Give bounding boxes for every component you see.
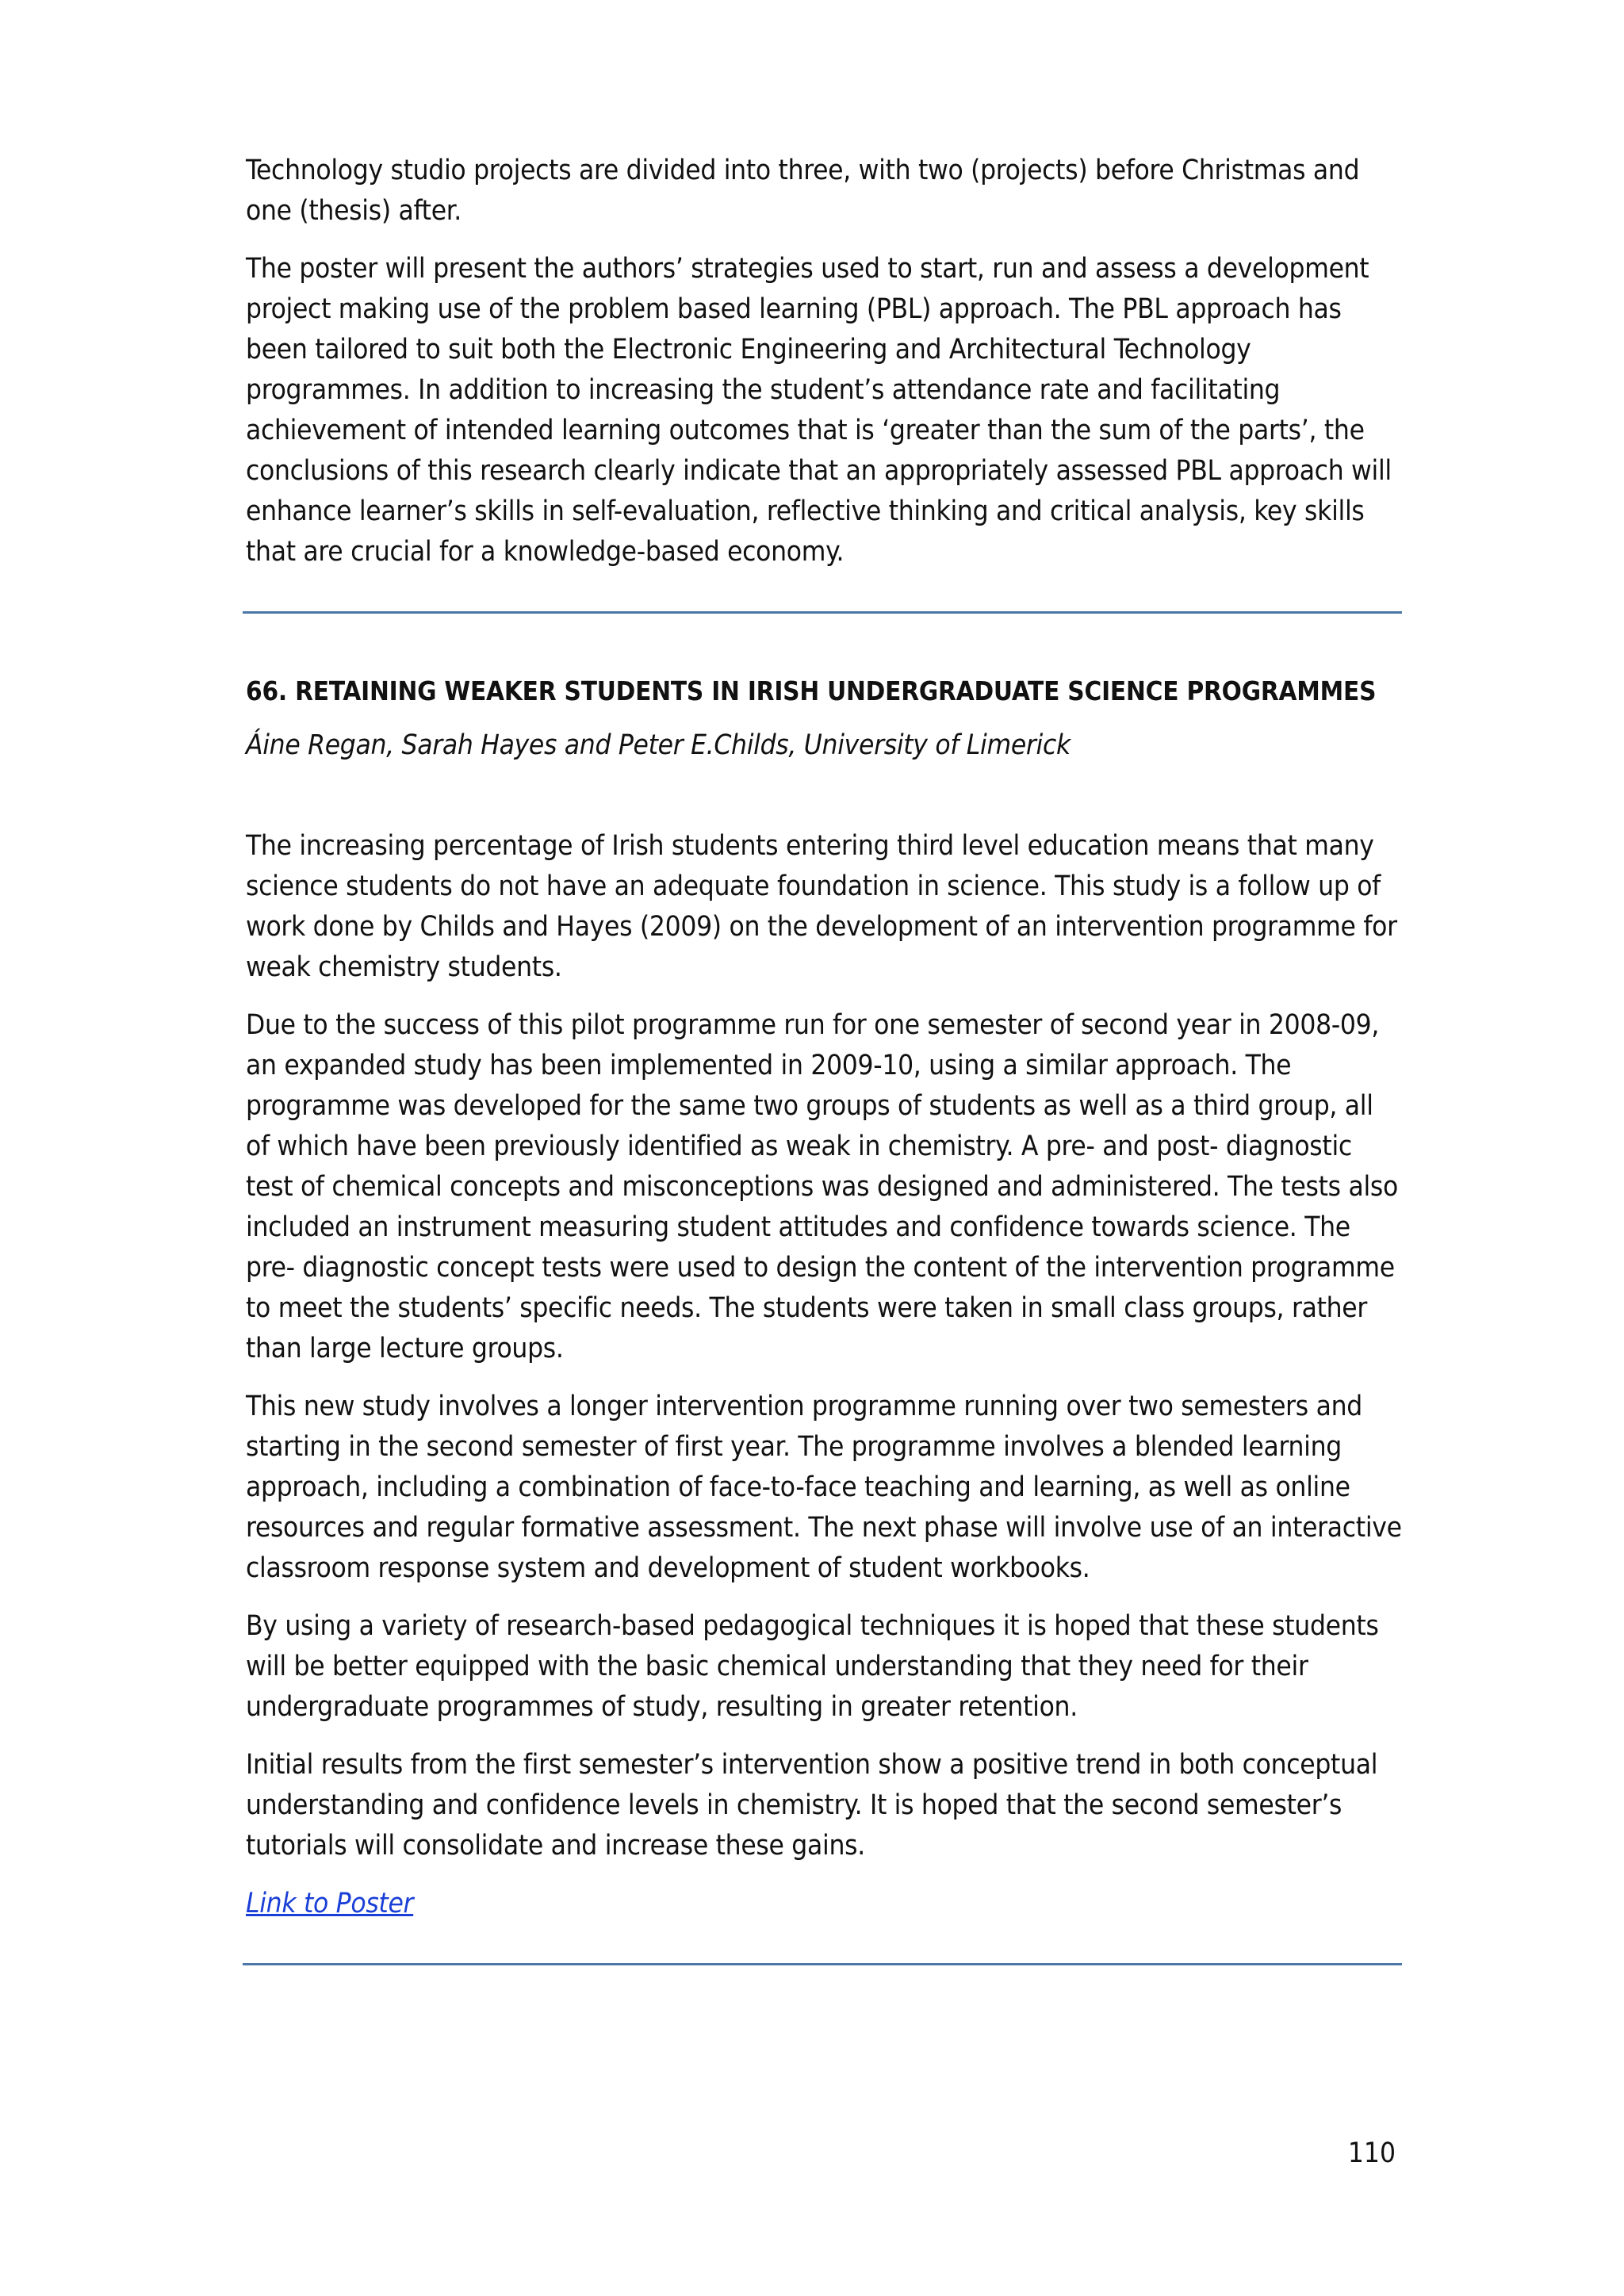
intro-paragraph-1: Technology studio projects are divided into three, with two (projects) before Christmas and one (thesis) after. xyxy=(246,155,1360,227)
section-divider-top xyxy=(243,611,1402,614)
section-divider-bottom xyxy=(243,1963,1402,1965)
body-paragraph-2: Due to the success of this pilot programme run for one semester of second year in 2008-09, an expanded study has been implemented in 2009-10, using a similar approach. The programme was developed for the same two groups of students as well as a third group, all of which have been previously identified as weak in chemistry. A pre- and post- diagnostic test of chemical concepts and misconceptions was designed and administered. The tests also included an instrument measuring student attitudes and confidence towards science. The pre- diagnostic concept tests were used to design the content of the intervention programme to meet the students’ specific needs. The students were taken in small class groups, rather than large lecture groups. xyxy=(246,1009,1398,1364)
body-paragraph-1: The increasing percentage of Irish students entering third level education means that many science students do not have an adequate foundation in science. This study is a follow up of work done by Childs and Hayes (2009) on the development of an intervention programme for weak chemistry students. xyxy=(246,830,1397,983)
page-number: 110 xyxy=(1347,2137,1396,2169)
intro-section xyxy=(246,151,1404,590)
section-authors: Áine Regan, Sarah Hayes and Peter E.Childs, University of Limerick xyxy=(246,729,1071,761)
body-paragraph-5: Initial results from the first semester’s intervention show a positive trend in both conceptual understanding and confidence levels in chemistry. It is hoped that the second semester’s tutorials will consolidate and increase these gains. xyxy=(246,1749,1378,1862)
intro-paragraph-2: The poster will present the authors’ strategies used to start, run and assess a development project making use of the problem based learning (PBL) approach. The PBL approach has been tailored to suit both the Electronic Engineering and Architectural Technology programmes. In addition to increasing the student’s attendance rate and facilitating achievement of intended learning outcomes that is ‘greater than the sum of the parts’, the conclusions of this research clearly indicate that an appropriately assessed PBL approach will enhance learner’s skills in self-evaluation, reflective thinking and critical analysis, key skills that are crucial for a knowledge-based economy. xyxy=(246,253,1392,568)
body-paragraph-3: This new study involves a longer intervention programme running over two semesters and starting in the second semester of first year. The programme involves a blended learning approach, including a combination of face-to-face teaching and learning, as well as online resources and regular formative assessment. The next phase will involve use of an interactive classroom response system and development of student workbooks. xyxy=(246,1391,1402,1584)
section-body xyxy=(246,826,1404,1942)
link-to-poster[interactable]: Link to Poster xyxy=(246,1888,414,1919)
body-paragraph-4: By using a variety of research-based pedagogical techniques it is hoped that these students will be better equipped with the basic chemical understanding that they need for their undergraduate programmes of study, resulting in greater retention. xyxy=(246,1610,1379,1723)
section-heading: 66. RETAINING WEAKER STUDENTS IN IRISH UNDERGRADUATE SCIENCE PROGRAMMES xyxy=(246,675,1377,706)
